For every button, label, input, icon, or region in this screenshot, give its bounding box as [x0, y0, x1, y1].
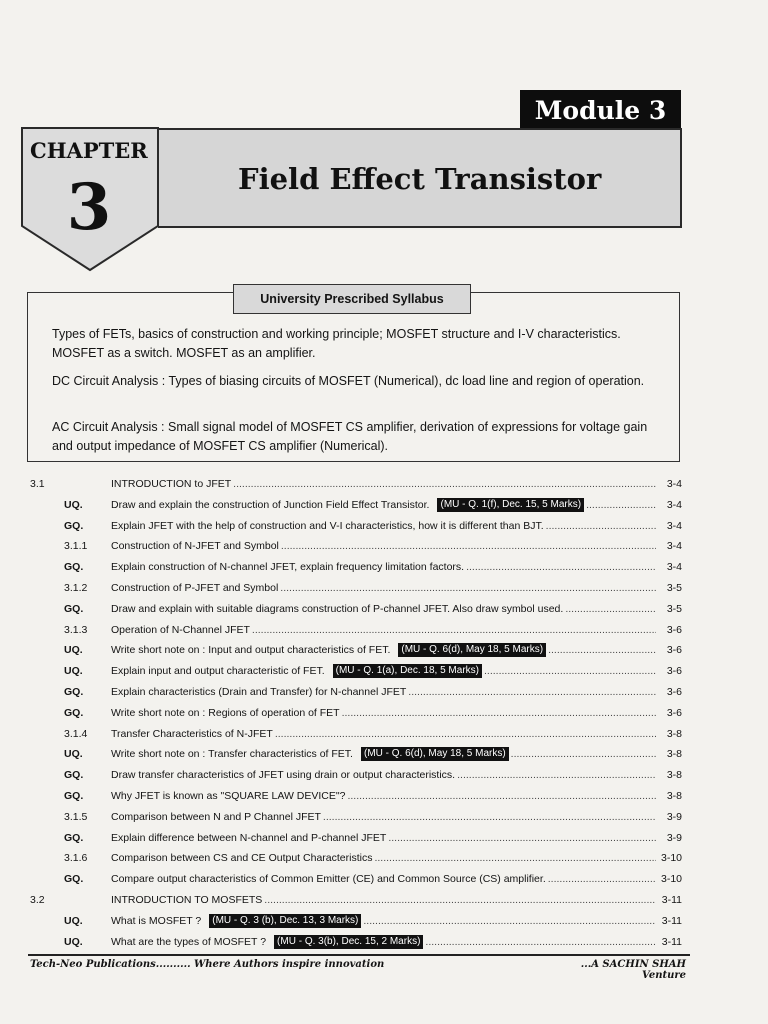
toc-item-number: UQ.	[64, 914, 83, 927]
toc-item-number: GQ.	[64, 602, 84, 615]
toc-page-number: 3-6	[666, 665, 682, 678]
toc-row	[30, 599, 682, 619]
toc-item-text: Explain input and output characteristic of FET.	[111, 665, 325, 678]
toc-item-number: 3.1.6	[64, 852, 88, 865]
toc-leader-dots	[374, 848, 656, 868]
toc-row	[30, 495, 682, 515]
toc-item-number: GQ.	[64, 561, 84, 574]
toc-item-number: GQ.	[64, 686, 84, 698]
toc-item-number: UQ.	[64, 498, 83, 511]
toc-page-number: 3-5	[666, 602, 682, 615]
toc-item-text: Compare output characteristics of Common Emitter (CE) and Common Source (CS) amplifier.	[111, 873, 546, 886]
toc-page-number: 3-4	[666, 561, 682, 574]
toc-item-number: 3.1.1	[64, 540, 88, 553]
toc-item-text: Explain JFET with the help of construction and V-I characteristics, how it is different than BJT.	[111, 519, 544, 532]
toc-row	[30, 578, 682, 598]
toc-item-text: Draw and explain the construction of Junction Field Effect Transistor.	[111, 498, 430, 511]
toc-row	[30, 765, 682, 785]
toc-item-number: 3.1.3	[64, 623, 88, 636]
toc-page-number: 3-9	[666, 831, 682, 844]
toc-row	[30, 786, 682, 806]
toc-row	[30, 474, 682, 494]
toc-item-text: What are the types of MOSFET ?	[111, 935, 267, 948]
toc-leader-dots	[281, 536, 656, 556]
toc-item-text: Construction of P-JFET and Symbol	[111, 582, 279, 594]
toc-row	[30, 516, 682, 536]
toc-row	[30, 911, 682, 931]
toc-exam-reference: (MU - Q. 6(d), May 18, 5 Marks)	[398, 643, 546, 657]
toc-row	[30, 828, 682, 848]
toc-item-text: Write short note on : Input and output characteristics of FET.	[111, 644, 391, 657]
toc-leader-dots	[323, 807, 656, 827]
toc-leader-dots	[466, 557, 656, 577]
toc-exam-reference: (MU - Q. 1(a), Dec. 18, 5 Marks)	[333, 664, 482, 678]
toc-item-text: Explain characteristics (Drain and Transfer) for N-channel JFET	[111, 686, 407, 698]
toc-row	[30, 890, 682, 910]
toc-item-text: Operation of N-Channel JFET	[111, 623, 250, 636]
toc-item-number: GQ.	[64, 831, 84, 844]
toc-page-number: 3-4	[666, 540, 682, 553]
toc-row	[30, 620, 682, 640]
toc-exam-reference: (MU - Q. 1(f), Dec. 15, 5 Marks)	[437, 498, 584, 512]
toc-leader-dots	[347, 786, 656, 806]
footer-publisher: Tech-Neo Publications.......... Where Authors inspire innovation	[30, 959, 385, 970]
toc-item-text: What is MOSFET ?	[111, 914, 202, 927]
syllabus-heading: University Prescribed Syllabus	[233, 284, 471, 314]
toc-page-number: 3-10	[660, 873, 682, 886]
toc-leader-dots	[233, 474, 656, 494]
toc-leader-dots	[425, 932, 656, 952]
toc-chapter-number: 3.1	[30, 478, 45, 490]
toc-item-number: 3.1.5	[64, 810, 88, 823]
toc-item-text: Why JFET is known as "SQUARE LAW DEVICE"?	[111, 790, 346, 802]
toc-item-text: INTRODUCTION to JFET	[111, 478, 232, 490]
toc-page-number: 3-6	[666, 686, 682, 698]
toc-item-number: UQ.	[64, 644, 83, 657]
toc-page-number: 3-8	[666, 769, 682, 782]
toc-leader-dots	[586, 495, 656, 515]
toc-leader-dots	[548, 640, 656, 660]
toc-item-text: Explain construction of N-channel JFET, explain frequency limitation factors.	[111, 561, 465, 574]
toc-row	[30, 807, 682, 827]
toc-row	[30, 703, 682, 723]
footer-divider	[28, 954, 690, 956]
footer-venture: ...A SACHIN SHAH Venture	[580, 959, 686, 981]
syllabus-paragraph: Types of FETs, basics of construction and working principle; MOSFET structure and I-V characteristics. MOSFET as a switch. MOSFET as an amplifier.	[52, 327, 621, 360]
toc-page-number: 3-4	[666, 478, 682, 490]
toc-leader-dots	[363, 911, 656, 931]
toc-item-number: UQ.	[64, 665, 83, 678]
toc-leader-dots	[548, 869, 656, 889]
toc-leader-dots	[484, 661, 656, 681]
toc-leader-dots	[546, 516, 656, 536]
toc-leader-dots	[264, 890, 656, 910]
toc-item-text: Comparison between CS and CE Output Characteristics	[111, 852, 373, 865]
toc-row	[30, 724, 682, 744]
toc-page-number: 3-5	[666, 582, 682, 594]
toc-item-number: GQ.	[64, 790, 84, 802]
toc-page-number: 3-6	[666, 623, 682, 636]
toc-page-number: 3-11	[661, 914, 682, 927]
toc-leader-dots	[280, 578, 656, 598]
toc-exam-reference: (MU - Q. 3 (b), Dec. 13, 3 Marks)	[209, 914, 361, 928]
toc-item-text: Comparison between N and P Channel JFET	[111, 810, 321, 823]
toc-item-number: GQ.	[64, 519, 84, 532]
toc-row	[30, 932, 682, 952]
toc-chapter-number: 3.2	[30, 894, 45, 906]
toc-item-text: Explain difference between N-channel and P-channel JFET	[111, 831, 387, 844]
toc-item-text: Transfer Characteristics of N-JFET	[111, 727, 273, 740]
toc-leader-dots	[275, 724, 656, 744]
chapter-label: CHAPTER	[30, 138, 148, 163]
toc-leader-dots	[388, 828, 656, 848]
toc-page-number: 3-11	[661, 894, 682, 906]
toc-row	[30, 661, 682, 681]
toc-item-number: 3.1.2	[64, 582, 88, 594]
toc-page-number: 3-9	[666, 810, 682, 823]
toc-item-number: GQ.	[64, 706, 84, 719]
toc-row	[30, 557, 682, 577]
toc-row	[30, 869, 682, 889]
toc-leader-dots	[342, 703, 656, 723]
toc-page-number: 3-4	[666, 519, 682, 532]
toc-row	[30, 744, 682, 764]
toc-exam-reference: (MU - Q. 6(d), May 18, 5 Marks)	[361, 747, 509, 761]
toc-item-text: Write short note on : Regions of operation of FET	[111, 706, 340, 719]
toc-leader-dots	[408, 682, 656, 702]
chapter-number: 3	[66, 170, 112, 245]
toc-exam-reference: (MU - Q. 3(b), Dec. 15, 2 Marks)	[274, 935, 423, 949]
toc-page-number: 3-10	[660, 852, 682, 865]
chapter-title: Field Effect Transistor	[238, 162, 602, 196]
toc-page-number: 3-6	[666, 706, 682, 719]
toc-item-number: UQ.	[64, 935, 83, 948]
toc-row	[30, 682, 682, 702]
syllabus-paragraph: AC Circuit Analysis : Small signal model of MOSFET CS amplifier, derivation of expressions for voltage gain and output impedance of MOSFET CS amplifier (Numerical).	[52, 420, 648, 453]
toc-page-number: 3-11	[661, 935, 682, 948]
toc-leader-dots	[252, 620, 656, 640]
toc-page-number: 3-8	[666, 748, 682, 761]
toc-leader-dots	[511, 744, 656, 764]
syllabus-paragraph: DC Circuit Analysis : Types of biasing circuits of MOSFET (Numerical), dc load line and region of operation.	[52, 374, 645, 388]
toc-page-number: 3-4	[666, 498, 682, 511]
toc-item-text: Write short note on : Transfer characteristics of FET.	[111, 748, 353, 761]
toc-item-number: UQ.	[64, 748, 83, 761]
toc-item-text: Draw transfer characteristics of JFET using drain or output characteristics.	[111, 769, 456, 782]
toc-item-text: Draw and explain with suitable diagrams construction of P-channel JFET. Also draw symbol used.	[111, 602, 564, 615]
toc-item-text: Construction of N-JFET and Symbol	[111, 540, 279, 553]
toc-page-number: 3-8	[666, 727, 682, 740]
toc-row	[30, 640, 682, 660]
toc-item-text: INTRODUCTION TO MOSFETS	[111, 894, 263, 906]
toc-item-number: GQ.	[64, 873, 84, 886]
toc-row	[30, 848, 682, 868]
toc-row	[30, 536, 682, 556]
toc-page-number: 3-6	[666, 644, 682, 657]
toc-leader-dots	[457, 765, 656, 785]
module-label: Module 3	[520, 90, 681, 132]
toc-item-number: GQ.	[64, 769, 84, 782]
toc-item-number: 3.1.4	[64, 727, 88, 740]
toc-leader-dots	[565, 599, 656, 619]
toc-page-number: 3-8	[666, 790, 682, 802]
